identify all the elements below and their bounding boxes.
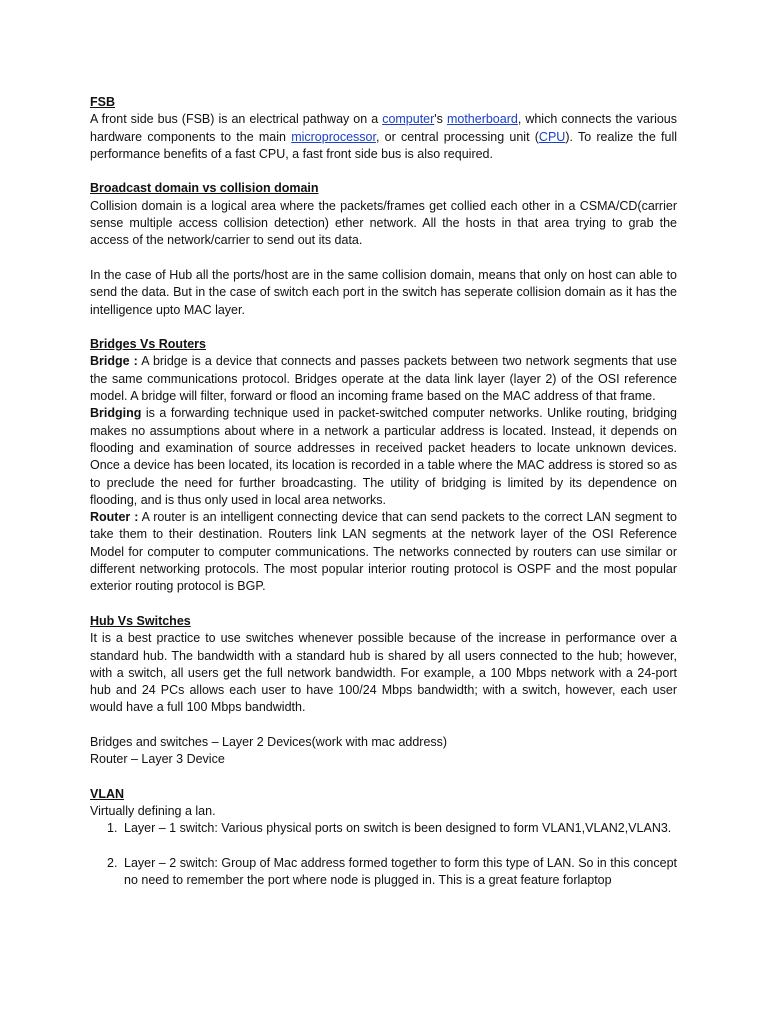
list-item-text: Layer – 1 switch: Various physical ports on switch is been designed to form VLAN1,VLAN2,VLAN3. (124, 821, 672, 836)
spacer (90, 596, 677, 613)
spacer (90, 319, 677, 336)
layer2-devices-line: Bridges and switches – Layer 2 Devices(work with mac address) (90, 734, 448, 749)
bridge-text: A bridge is a device that connects and passes packets between two network segments that use the same communications protocol. Bridges operate at the data link layer (layer 2) of the OSI reference model. A bridge will filter, forward or flood an incoming frame based on the MAC address of that frame. (90, 354, 677, 404)
collision-domain-paragraph: Collision domain is a logical area where the packets/frames get collied each other in a CSMA/CD(carrier sense multiple access collision detection) ether network. All the hosts in that area trying to grab the access of the network/carrier to send out its data. (90, 198, 677, 248)
fsb-heading: FSB (90, 95, 115, 109)
fsb-text-tail: ). To realize the full performance benefits of a fast CPU, a fast front side bus is also required. (90, 129, 677, 161)
bridging-paragraph (90, 405, 677, 509)
fsb-text-lead: A front side bus (FSB) is an electrical pathway on a (90, 112, 383, 127)
vlan-intro: Virtually defining a lan. (90, 804, 216, 819)
spacer (90, 163, 677, 180)
bridging-text: is a forwarding technique used in packet-switched computer networks. Unlike routing, bridging makes no assumptions about where in a network a particular address is located. Instead, it depends on flooding and examination of source addresses in received packet headers to locate unknown devices. Once a device has been located, its location is recorded in a table where the MAC address is stored so as to preclude the need for further broadcasting. The utility of bridging is limited by its dependence on flooding, and is thus only used in local area networks. (90, 406, 677, 507)
microprocessor-link[interactable]: microprocessor (291, 129, 376, 144)
router-label: Router : (90, 510, 139, 525)
bridge-paragraph (90, 353, 677, 405)
fsb-text-mid3: , or central processing unit ( (375, 129, 539, 144)
list-number: 2. (107, 856, 118, 871)
hub-paragraph: It is a best practice to use switches whenever possible because of the increase in performance over a standard hub. The bandwidth with a standard hub is shared by all users connected to the hub; however, with a switch, all users get the full network bandwidth. For example, a 100 Mbps network with a 24-port hub and 24 PCs allows each user to have 100/24 Mbps bandwidth; with a switch, however, each user would have a full 100 Mbps bandwidth. (90, 631, 677, 715)
spacer (90, 250, 677, 267)
vlan-heading: VLAN (90, 786, 125, 801)
motherboard-link[interactable]: motherboard (446, 112, 518, 127)
hub-collision-paragraph: In the case of Hub all the ports/host are in the same collision domain, means that only on host can able to send the data. But in the case of switch each port in the switch has seperate collision domain as it has the intelligence upto MAC layer. (90, 267, 677, 317)
broadcast-heading: Broadcast domain vs collision domain (90, 181, 319, 196)
bridge-label: Bridge : (90, 354, 138, 369)
list-item (90, 855, 677, 890)
list-item-text: Layer – 2 switch: Group of Mac address formed together to form this type of LAN. So in this concept no need to remember the port where node is plugged in. This is a great feature forlaptop (124, 856, 677, 888)
layer3-device-line: Router – Layer 3 Device (90, 752, 225, 767)
spacer (90, 838, 677, 855)
cpu-link[interactable]: CPU (538, 129, 566, 144)
bridging-label: Bridging (90, 406, 142, 421)
fsb-text-mid2: , which connects the various hardware components to the main (90, 112, 678, 144)
spacer (90, 769, 677, 786)
list-item (90, 820, 677, 837)
router-text: A router is an intelligent connecting device that can send packets to the correct LAN segment to take them to their destination. Routers link LAN segments at the network layer of the OSI Reference Model for computer to computer communications. The networks connected by routers can use similar or different networking protocols. The most popular interior routing protocol is OSPF and the most popular exterior routing protocol is BGP. (90, 510, 677, 594)
fsb-text-mid1: 's (434, 112, 447, 127)
vlan-list (90, 820, 677, 889)
computer-link[interactable]: computer (382, 112, 435, 127)
router-paragraph (90, 509, 677, 595)
hub-heading: Hub Vs Switches (90, 613, 191, 628)
fsb-paragraph (90, 111, 677, 163)
bridges-heading: Bridges Vs Routers (90, 337, 207, 352)
list-number: 1. (107, 821, 118, 836)
spacer (90, 717, 677, 734)
document-body (90, 94, 677, 890)
